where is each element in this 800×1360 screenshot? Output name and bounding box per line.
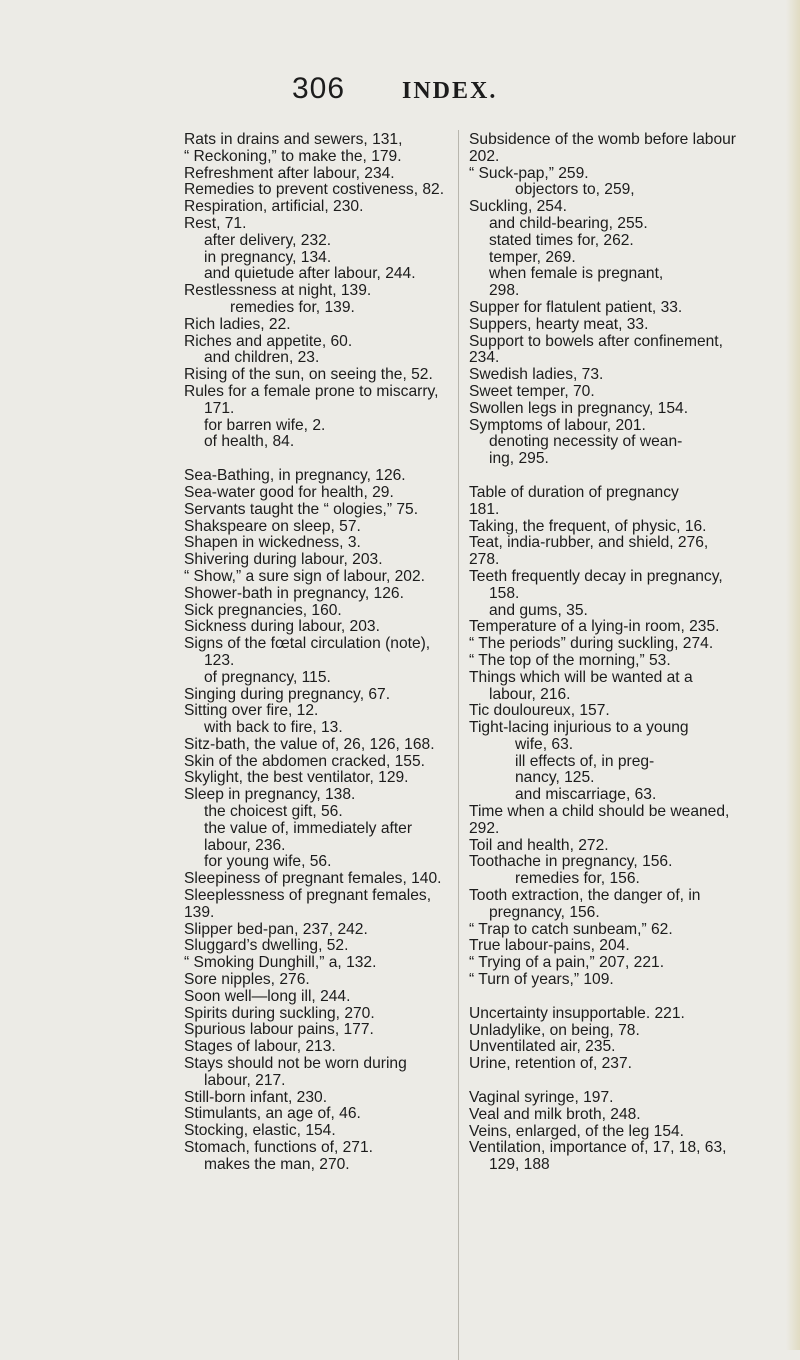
index-entry: pregnancy, 156.	[489, 903, 600, 921]
index-entry: Remedies to prevent costiveness, 82.	[184, 181, 445, 199]
index-entry: Sick pregnancies, 160.	[184, 601, 342, 619]
index-entry: in pregnancy, 134.	[204, 248, 332, 266]
index-entry: Shapen in wickedness, 3.	[184, 534, 361, 552]
index-entry: “ Trap to catch sunbeam,” 62.	[469, 920, 673, 938]
index-entry: 181.	[469, 500, 500, 518]
page-header	[0, 72, 800, 112]
index-entry: of pregnancy, 115.	[204, 668, 331, 686]
index-entry: 139.	[184, 903, 215, 921]
index-entry: “ Trying of a pain,” 207, 221.	[469, 954, 665, 972]
index-entry: Time when a child should be weaned,	[469, 803, 730, 821]
index-entry: Sitting over fire, 12.	[184, 702, 319, 720]
index-entry: Soon well—long ill, 244.	[184, 987, 351, 1005]
index-entry: Suppers, hearty meat, 33.	[469, 315, 649, 333]
index-entry: Restlessness at night, 139.	[184, 282, 372, 300]
index-entry: ing, 295.	[489, 450, 549, 468]
index-entry: 129, 188	[489, 1156, 550, 1174]
index-entry: labour, 216.	[489, 685, 571, 703]
index-entry: Uncertainty insupportable. 221.	[469, 1004, 685, 1022]
index-entry: Sitz-bath, the value of, 26, 126, 168.	[184, 735, 435, 753]
index-entry: and gums, 35.	[489, 601, 588, 619]
index-entry: for barren wife, 2.	[204, 416, 326, 434]
index-entry: Sore nipples, 276.	[184, 971, 310, 989]
index-entry: Sleepiness of pregnant females, 140.	[184, 870, 442, 888]
index-entry: Sickness during labour, 203.	[184, 618, 380, 636]
index-entry: Slipper bed-pan, 237, 242.	[184, 920, 368, 938]
index-entry: Sea-water good for health, 29.	[184, 483, 394, 501]
index-entry: Sleep in pregnancy, 138.	[184, 786, 356, 804]
index-entry: Temperature of a lying-in room, 235.	[469, 618, 720, 636]
index-entry: wife, 63.	[515, 735, 574, 753]
index-entry: the value of, immediately after	[204, 819, 413, 837]
index-entry: Urine, retention of, 237.	[469, 1055, 632, 1073]
index-entry: Respiration, artificial, 230.	[184, 198, 364, 216]
index-entry: Swollen legs in pregnancy, 154.	[469, 399, 689, 417]
index-entry: “ Reckoning,” to make the, 179.	[184, 147, 402, 165]
index-entry: “ Suck-pap,” 259.	[469, 164, 589, 182]
index-entry: and child-bearing, 255.	[489, 214, 648, 232]
index-entry: Things which will be wanted at a	[469, 668, 693, 686]
index-entry: Stocking, elastic, 154.	[184, 1122, 336, 1140]
index-entry: Tooth extraction, the danger of, in	[469, 887, 701, 905]
index-entry: and quietude after labour, 244.	[204, 265, 416, 283]
index-entry: Rich ladies, 22.	[184, 315, 291, 333]
index-entry: Shower-bath in pregnancy, 126.	[184, 584, 404, 602]
index-entry: nancy, 125.	[515, 769, 595, 787]
index-entry: Veins, enlarged, of the leg 154.	[469, 1122, 685, 1140]
index-entry: Signs of the fœtal circulation (note),	[184, 635, 431, 653]
index-entry: Stages of labour, 213.	[184, 1038, 336, 1056]
index-entry: Shakspeare on sleep, 57.	[184, 517, 361, 535]
index-entry: 234.	[469, 349, 500, 367]
index-entry: Rules for a female prone to miscarry,	[184, 382, 439, 400]
index-entry: Support to bowels after confinement,	[469, 332, 723, 350]
page-title: INDEX.	[402, 78, 498, 104]
section-gap	[469, 989, 759, 1006]
index-entry: Unladylike, on being, 78.	[469, 1021, 640, 1039]
index-entry: after delivery, 232.	[204, 231, 332, 249]
section-gap	[469, 1073, 759, 1090]
index-entry: 202.	[469, 147, 500, 165]
index-entry: labour, 217.	[204, 1071, 286, 1089]
index-entry: temper, 269.	[489, 248, 576, 266]
index-entry: stated times for, 262.	[489, 231, 634, 249]
index-entry: Rats in drains and sewers, 131,	[184, 131, 403, 148]
index-entry: True labour-pains, 204.	[469, 937, 630, 955]
index-entry: Rest, 71.	[184, 214, 247, 232]
index-entry: “ Show,” a sure sign of labour, 202.	[184, 567, 425, 585]
page-edge-shadow	[786, 0, 800, 1350]
index-entry: 292.	[469, 819, 500, 837]
index-entry: “ Smoking Dunghill,” a, 132.	[184, 954, 377, 972]
index-entry: Toothache in pregnancy, 156.	[469, 853, 673, 871]
index-entry: Still-born infant, 230.	[184, 1088, 328, 1106]
index-entry: Sluggard’s dwelling, 52.	[184, 937, 349, 955]
index-column-left	[184, 132, 446, 1174]
index-entry: Teeth frequently decay in pregnancy,	[469, 567, 723, 585]
section-gap	[184, 451, 446, 468]
index-entry: “ The top of the morning,” 53.	[469, 651, 671, 669]
index-entry: makes the man, 270.	[204, 1155, 350, 1173]
index-entry: “ The periods” during suckling, 274.	[469, 635, 714, 653]
index-entry: 278.	[469, 551, 500, 569]
index-entry: Veal and milk broth, 248.	[469, 1105, 641, 1123]
index-entry: Unventilated air, 235.	[469, 1038, 616, 1056]
column-divider	[458, 130, 459, 1360]
index-entry: Ventilation, importance of, 17, 18, 63,	[469, 1139, 727, 1157]
index-entry: Taking, the frequent, of physic, 16.	[469, 517, 707, 535]
index-entry: objectors to, 259,	[515, 181, 635, 199]
index-entry: Vaginal syringe, 197.	[469, 1089, 614, 1107]
index-entry: Stomach, functions of, 271.	[184, 1139, 373, 1157]
index-entry: remedies for, 139.	[230, 298, 355, 316]
index-entry: Tight-lacing injurious to a young	[469, 719, 689, 737]
section-gap	[469, 468, 759, 485]
index-entry: Sleeplessness of pregnant females,	[184, 887, 432, 905]
index-entry: Spirits during suckling, 270.	[184, 1004, 375, 1022]
index-entry: Supper for flatulent patient, 33.	[469, 298, 683, 316]
index-entry: Table of duration of pregnancy	[469, 483, 679, 501]
index-entry: for young wife, 56.	[204, 853, 332, 871]
index-entry: Swedish ladies, 73.	[469, 366, 604, 384]
index-entry: Spurious labour pains, 177.	[184, 1021, 374, 1039]
index-entry: Subsidence of the womb before labour	[469, 131, 736, 148]
index-entry: Refreshment after labour, 234.	[184, 164, 395, 182]
index-column-right	[469, 132, 759, 1174]
index-entry: Sea-Bathing, in pregnancy, 126.	[184, 467, 406, 485]
index-entry: 171.	[204, 399, 235, 417]
index-entry: Stays should not be worn during	[184, 1055, 407, 1073]
index-entry: 298.	[489, 282, 520, 300]
index-entry: remedies for, 156.	[515, 870, 640, 888]
index-entry: Skin of the abdomen cracked, 155.	[184, 752, 425, 770]
index-entry: Rising of the sun, on seeing the, 52.	[184, 366, 433, 384]
index-entry: Symptoms of labour, 201.	[469, 416, 646, 434]
index-entry: Sweet temper, 70.	[469, 382, 595, 400]
index-entry: when female is pregnant,	[489, 265, 664, 283]
index-entry: Teat, india-rubber, and shield, 276,	[469, 534, 709, 552]
index-entry: denoting necessity of wean-	[489, 433, 683, 451]
index-entry: and miscarriage, 63.	[515, 786, 657, 804]
index-entry: ill effects of, in preg-	[515, 752, 655, 770]
index-entry: Skylight, the best ventilator, 129.	[184, 769, 409, 787]
index-entry: with back to fire, 13.	[204, 719, 343, 737]
index-entry: 158.	[489, 584, 520, 602]
index-entry: 123.	[204, 651, 235, 669]
index-entry: the choicest gift, 56.	[204, 803, 343, 821]
index-entry: Stimulants, an age of, 46.	[184, 1105, 361, 1123]
page-number: 306	[292, 72, 346, 105]
index-entry: Riches and appetite, 60.	[184, 332, 353, 350]
index-entry: Suckling, 254.	[469, 198, 567, 216]
index-entry: Tic douloureux, 157.	[469, 702, 610, 720]
index-entry: “ Turn of years,” 109.	[469, 971, 614, 989]
index-entry: and children, 23.	[204, 349, 320, 367]
index-entry: Singing during pregnancy, 67.	[184, 685, 391, 703]
index-entry: labour, 236.	[204, 836, 286, 854]
index-entry: Shivering during labour, 203.	[184, 551, 383, 569]
index-entry: of health, 84.	[204, 433, 295, 451]
index-entry: Servants taught the “ ologies,” 75.	[184, 500, 419, 518]
index-entry: Toil and health, 272.	[469, 836, 609, 854]
